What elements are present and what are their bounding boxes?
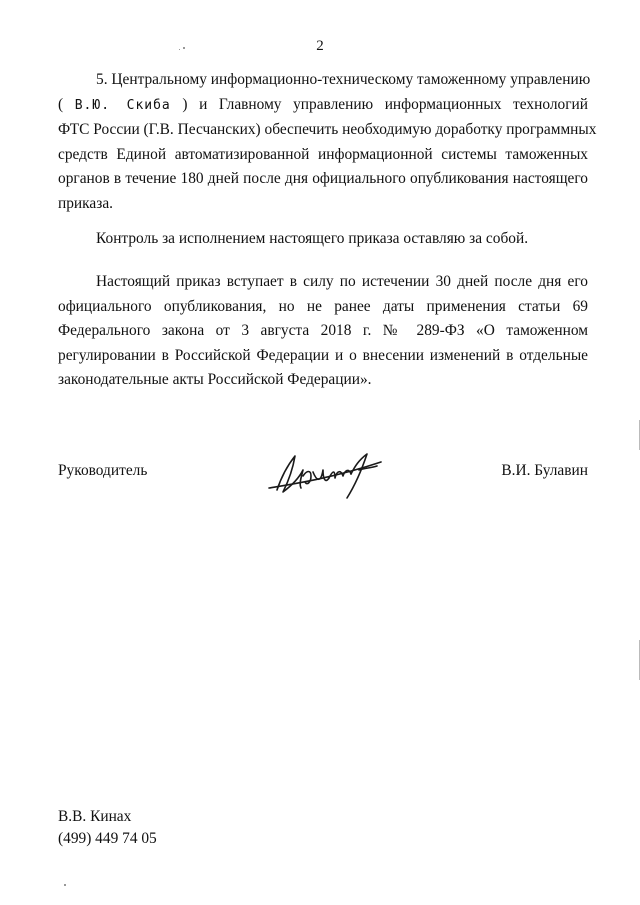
paragraph-5-line-2: ( В.Ю. Скиба ) и Главному управлению информационных технологий xyxy=(58,95,588,113)
paragraph-5-line-6: приказа. xyxy=(58,194,114,212)
paragraph-5-line-4: средств Единой автоматизированной информационной системы таможенных xyxy=(58,145,588,163)
paragraph-5 xyxy=(58,68,597,216)
page-number: 2 xyxy=(316,38,324,54)
paragraph-5-line-1: 5. Центральному информационно-техническому таможенному управлению xyxy=(96,71,591,88)
contact-phone: (499) 449 74 05 xyxy=(58,830,157,847)
inserted-name: В.Ю. Скиба xyxy=(74,97,171,113)
signatory-name: В.И. Булавин xyxy=(501,462,588,479)
effective-paragraph-line-1: Настоящий приказ вступает в силу по истечении 30 дней после дня его xyxy=(96,273,588,290)
scan-speck xyxy=(179,49,180,50)
effective-paragraph-line-3: Федерального закона от 3 августа 2018 г. № 289-ФЗ «О таможенном xyxy=(58,322,588,339)
paragraph-5-line-5: органов в течение 180 дней после дня официального опубликования настоящего xyxy=(58,170,588,187)
scan-speck xyxy=(183,47,185,49)
effective-paragraph xyxy=(58,270,588,393)
handwritten-signature xyxy=(263,448,393,504)
signature-block xyxy=(58,462,588,522)
control-paragraph-text: Контроль за исполнением настоящего приказа оставляю за собой. xyxy=(96,230,529,247)
scan-speck xyxy=(64,884,66,886)
control-paragraph xyxy=(58,227,588,252)
paragraph-5-line-3: ФТС России (Г.В. Песчанских) обеспечить необходимую доработку программных xyxy=(58,121,597,138)
signatory-title: Руководитель xyxy=(58,462,148,479)
paragraph-5-line-2-text: ) и Главному управлению информационных технологий xyxy=(182,95,588,113)
effective-paragraph-line-2: официального опубликования, но не ранее даты применения статьи 69 xyxy=(58,297,588,315)
effective-paragraph-line-5: законодательные акты Российской Федерации». xyxy=(58,371,372,388)
contact-block xyxy=(58,806,157,850)
contact-name: В.В. Кинах xyxy=(58,808,132,825)
effective-paragraph-line-4: регулировании в Российской Федерации и о внесении изменений в отдельные xyxy=(58,346,588,364)
